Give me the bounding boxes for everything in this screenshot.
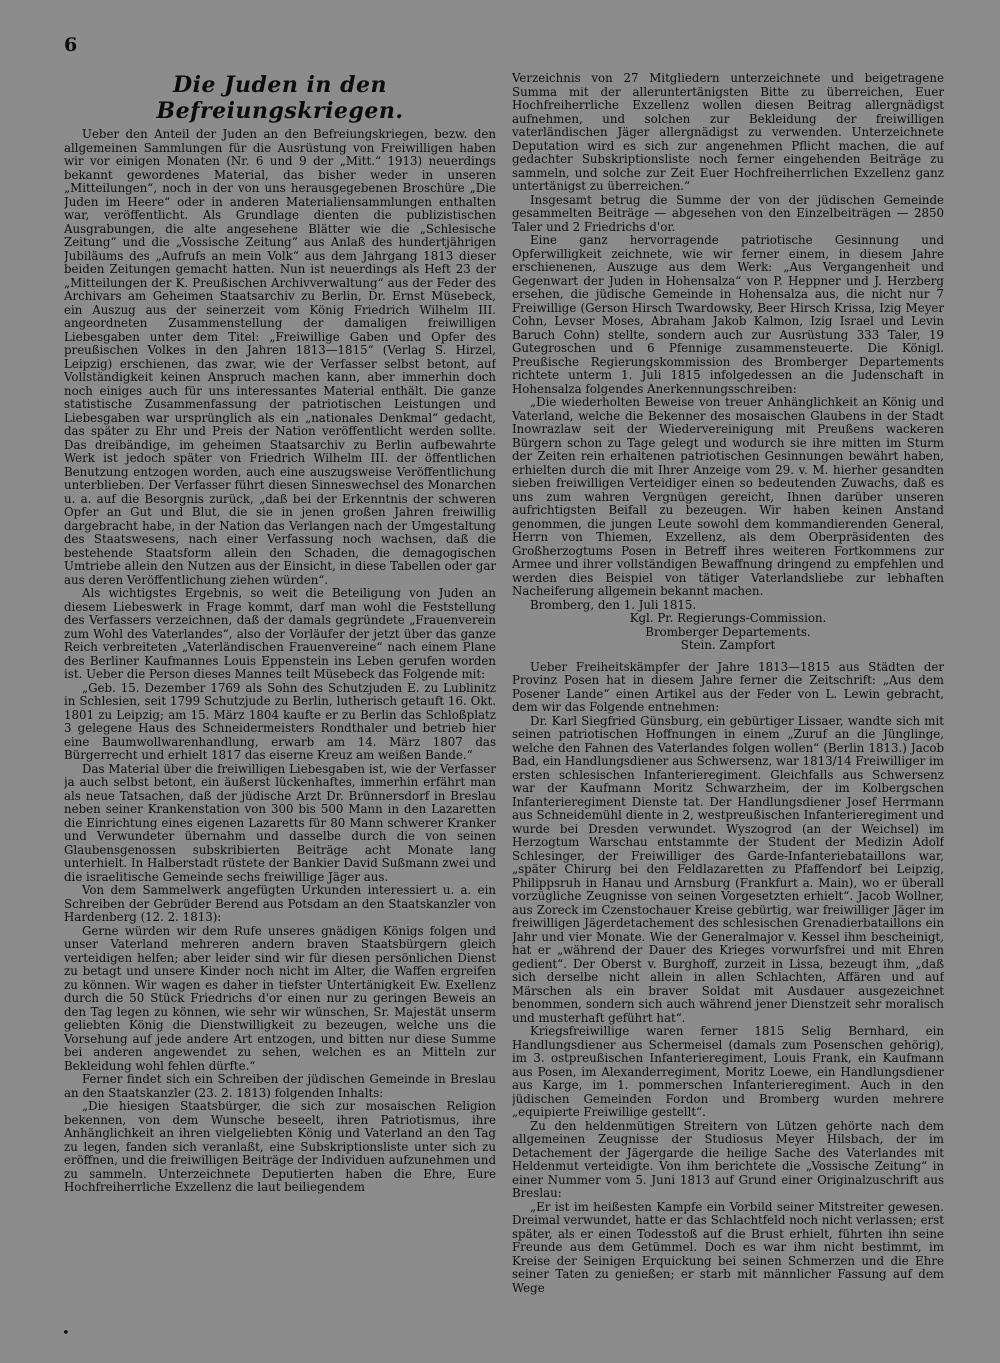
quote-paragraph: Verzeichnis von 27 Mitgliedern unterzeichnete und beigetragene Summa mit der alleruntertänigsten Bitte zu überreichen, Euer Hochfreiherrliche Exzellenz wollen diesen Beitrag allergnädigst aufnehmen, und solchen zur Bekleidung der freiwilligen vaterländischen Jäger allergnädigst zu verwenden. Unterzeichnete Deputation wird es sich zur angenehmen Pflicht machen, die auf gedachter Subskriptionsliste noch ferner eingehenden Beiträge zu sammeln, und solche zur Zeit Euer Hochfreiherrlichen Exzellenz ganz untertänigst zu überreichen.“ (512, 72, 944, 193)
page-number: 6 (64, 34, 78, 56)
quote-paragraph: Gerne würden wir dem Rufe unseres gnädigen Königs folgen und unser Vaterland mehreren andern braven Staatsbürgern gleich verteidigen helfen; aber leider sind wir für diesen persönlichen Dienst zu betagt und unsere Kinder noch nicht im Alter, die Waffen ergreifen zu können. Wir wagen es daher in tiefster Untertänigkeit Ew. Exellenz durch die 50 Stück Friedrichs d'or einen nur zu geringen Beweis an den Tag legen zu können, wie sehr wir wünschen, Sr. Majestät unserm geliebten König die Dienstwilligkeit zu bezeugen, welche uns die Vorsehung auf jede andere Art entzogen, und bitten nur diese Summe bei anderen angewendet zu sehen, welchen es an Mitteln zur Bekleidung wohl fehlen dürfte.“ (64, 923, 496, 1073)
quote-paragraph: „Die hiesigen Staatsbürger, die sich zur mosaischen Religion bekennen, von dem Wunsche beseelt, ihren Patriotismus, ihre Anhänglichkeit an ihren vielgeliebten König und Vaterland an den Tag zu legen, fanden sich veranlaßt, eine Subskriptionsliste unter sich zu eröffnen, und die freiwilligen Beiträge der Individuen aufzunehmen und zu sammeln. Unterzeichnete Deputierten haben die Ehre, Eure Hochfreiherrliche Exzellenz die laut beiliegendem (64, 1099, 496, 1194)
paragraph: Ferner findet sich ein Schreiben der jüdischen Gemeinde in Breslau an den Staatskanzler (23. 2. 1813) folgenden Inhalts: (64, 1072, 496, 1100)
quote-paragraph: „Er ist im heißesten Kampfe ein Vorbild seiner Mitstreiter gewesen. Dreimal verwundet, hatte er das Schlachtfeld noch nicht verlassen; erst später, als er einen Todesstoß auf die Brust erhielt, führten ihn seine Freunde aus dem Getümmel. Doch es war ihm nicht bestimmt, im Kreise der Seinigen Erquickung bei seinen Schmerzen und die Ehre seiner Taten zu genießen; er starb mit männlicher Fassung auf dem Wege (512, 1199, 944, 1295)
paragraph: Insgesamt betrug die Summe der von der jüdischen Gemeinde gesammelten Beiträge — abgesehen von den Einzelbeiträgen — 2850 Taler und 2 Friedrichs d'or. (512, 192, 944, 234)
paragraph: Ueber den Anteil der Juden an den Befreiungskriegen, bezw. den allgemeinen Sammlungen für die Ausrüstung von Freiwilligen haben wir vor einigen Monaten (Nr. 6 und 9 der „Mitt.“ 1913) neuerdings bekannt gewordenes Material, das bisher weder in unseren „Mitteilungen“, noch in der von uns herausgegebenen Broschüre „Die Juden im Heere“ oder in anderen Materialiensammlungen enthalten war, veröffentlicht. Als Grundlage dienten die publizistischen Ausgrabungen, die alte angesehene Blätter wie die „Schlesische Zeitung“ und die „Vossische Zeitung“ aus Anlaß des hundertjährigen Jubiläums des „Aufrufs an mein Volk“ aus dem Jahrgang 1813 dieser beiden Zeitungen gemacht hatten. Nun ist neuerdings als Heft 23 der „Mitteilungen der K. Preußischen Archivverwaltung“ aus der Feder des Archivars am Geheimen Staatsarchiv zu Berlin, Dr. Ernst Müsebeck, ein Auszug aus der seinerzeit vom König Friedrich Wilhelm III. angeordneten Zusammenstellung der damaligen freiwilligen Liebesgaben unter dem Titel: „Freiwillige Gaben und Opfer des preußischen Volkes in den Jahren 1813—1815“ (Verlag S. Hirzel, Leipzig) erschienen, das zwar, wie der Verfasser selbst betont, auf Vollständigkeit keinen Anspruch machen kann, aber immerhin doch noch einiges auch für uns interessantes Material enthält. Die ganze statistische Zusammenfassung der patriotischen Leistungen und Liebesgaben war ursprünglich als ein „nationales Denkmal“ gedacht, das später zu Ehr und Preis der Nation veröffentlicht werden sollte. Das dreibändige, im geheimen Staatsarchiv zu Berlin aufbewahrte Werk ist jedoch später von Friedrich Wilhelm III. der öffentlichen Benutzung entzogen worden, auch eine auszugsweise Veröffentlichung unterblieben. Der Verfasser führt diesen Sinneswechsel des Monarchen u. a. auf die Besorgnis zurück, „daß bei der Erkenntnis der schweren Opfer an Gut und Blut, die sie in jenen großen Jahren freiwillig dargebracht habe, in der Nation das Verlangen nach der Umgestaltung des Staatswesens, nach einer Verfassung noch wachsen, daß die bestehende Staatsform allein den Schaden, die demagogischen Umtriebe allein den Nutzen aus der Einsicht, in diese Tabellen oder gar aus deren Veröffentlichung ziehen würden“. (64, 127, 496, 587)
letter-signature-department: Bromberger Departements. (645, 624, 811, 639)
paragraph: Als wichtigstes Ergebnis, so weit die Beteiligung von Juden an diesem Liebeswerk in Frage kommt, darf man wohl die Feststellung des Verfassers verzeichnen, daß der damals gegründete „Frauenverein zum Wohl des Vaterlandes“, also der Vorläufer der jetzt über das ganze Reich verbreiteten „Vaterländischen Frauenvereine“ nach einem Plane des Berliner Kaufmannes Louis Eppenstein ins Leben gerufen worden ist. Ueber die Person dieses Mannes teilt Müsebeck das Folgende mit: (64, 586, 496, 681)
paragraph: Von dem Sammelwerk angefügten Urkunden interessiert u. a. ein Schreiben der Gebrüder Berend aus Potsdam an den Staatskanzler von Hardenberg (12. 2. 1813): (64, 883, 496, 924)
letter-signature-names: Stein. Zampfort (680, 638, 776, 652)
paragraph: Kriegsfreiwillige waren ferner 1815 Selig Bernhard, ein Handlungsdiener aus Schermeisel (damals zum Posenschen gehörig), im 3. ostpreußischen Infanterieregiment, Louis Frank, ein Kaufmann aus Posen, im Alexanderregiment, Moritz Loewe, ein Handlungsdiener aus Karge, im 1. pommerschen Infanterieregiment. Auch in den jüdischen Gemeinden Fordon und Bromberg wurden mehrere „equipierte Freiwillige gestellt“. (512, 1024, 944, 1119)
paragraph: Eine ganz hervorragende patriotische Gesinnung und Opferwilligkeit zeichnete, wie wir ferner einem, in diesem Jahre erschienenen, Auszuge aus dem Werk: „Aus Vergangenheit und Gegenwart der Juden in Hohensalza“ von P. Heppner und J. Herzberg ersehen, die jüdische Gemeinde in Hohensalza aus, die nicht nur 7 Freiwillige (Gerson Hirsch Twardowsky, Beer Hirsch Krissa, Izig Meyer Cohn, Levser Moses, Abraham Jakob Kalmon, Izig Israel und Levin Baruch Cohn) stellte, sondern auch zur Ausrüstung 333 Taler, 19 Gutegroschen und 6 Pfennige zusammensteuerte. Die Königl. Preußische Regierungskommission des Bromberger Departements richtete unterm 1. Juli 1815 infolgedessen an die Judenschaft in Hohensalza folgendes Anerkennungsschreiben: (512, 233, 944, 396)
quote-paragraph: „Die wiederholten Beweise von treuer Anhänglichkeit an König und Vaterland, welche die Bekenner des mosaischen Glaubens in der Stadt Inowrazlaw seit der Wiedervereinigung mit Preußens wackeren Bürgern schon zu Tage gelegt und wodurch sie ihre mitten im Sturm der Zeiten rein erhaltenen patriotischen Gesinnungen bewährt haben, erhielten durch die mit Ihrer Anzeige vom 29. v. M. hierher gesandten sieben freiwilligen Verteidiger einen so bedeutenden Zuwachs, daß es uns zum wahren Vergnügen gereicht, Ihnen darüber unseren aufrichtigsten Beifall zu bezeugen. Wir haben keinen Anstand genommen, die jungen Leute sowohl dem kommandierenden General, Herrn von Thiemen, Exzellenz, als dem Oberpräsidenten des Großherzogtums Posen in Betreff ihres weiteren Fortkommens zur Armee und ihrer vollständigen Bewaffnung dringend zu empfehlen und werden dies Beispiel von tätiger Vaterlandsliebe zur lebhaften Nacheiferung allgemein bekannt machen. (512, 395, 944, 598)
left-column (64, 72, 496, 1195)
paragraph: Das Material über die freiwilligen Liebesgaben ist, wie der Verfasser ja auch selbst betont, ein äußerst lückenhaftes, immerhin erfährt man als neue Tatsachen, daß der jüdische Arzt Dr. Brünnersdorf in Breslau neben seiner Krankenstation von 300 bis 500 Mann in den Lazaretten die Einrichtung eines eigenen Lazaretts für 80 Mann schwerer Kranker und Verwundeter übernahm und dasselbe durch die von seinen Glaubensgenossen subskribierten Beiträge acht Monate lang unterhielt. In Halberstadt rüstete der Bankier David Sußmann zwei und die israelitische Gemeinde sechs freiwillige Jäger aus. (64, 761, 496, 884)
paragraph: Dr. Karl Siegfried Günsburg, ein gebürtiger Lissaer, wandte sich mit seinen patriotischen Hoffnungen in einem „Zuruf an die Jünglinge, welche den Fahnen des Vaterlandes folgen wollen“ (Berlin 1813.) Jacob Bad, ein Handlungsdiener aus Schwersenz, war 1813/14 Freiwilliger im ersten schlesischen Infanterieregiment. Gleichfalls aus Schwersenz war der Kaufmann Moritz Schwarzheim, der im Kolbergschen Infanterieregiment Dienste tat. Der Handlungsdiener Josef Herrmann aus Schneidemühl diente in 2, westpreußischen Infanterieregiment und wurde bei Dresden verwundet. Wyszogrod (an der Weichsel) im Herzogtum Warschau entstammte der Student der Medizin Adolf Schlesinger, der Freiwilliger des Garde-Infanteriebataillons war, „später Chirurg bei den Feldlazaretten zu Pfaffendorf bei Leipzig, Philippsruh in Hanau und Arnsburg (Frankfurt a. Main), wo er überall vorzügliche Zeugnisse von seinen Vorgesetzten erhielt“. Jacob Wollner, aus Zoreck im Czenstochauer Kreise gebürtig, war freiwilliger Jäger im freiwilligen Jägerdetachement des schlesischen Grenadierbataillons ein Jahr und vier Monate. Wie der Generalmajor v. Kessel ihm bescheinigt, hat er „während der Dauer des Krieges vorwurfsfrei und mit Ehren gedient“. Der Oberst v. Burghoff, zurzeit in Lissa, bezeugt ihm, „daß sich derselbe nicht allein in allen Schlachten, Affären und auf Märschen als ein braver Soldat mit Ausdauer ausgezeichnet benommen, sondern sich auch während jener Dienstzeit sehr moralisch und musterhaft geführt hat“. (512, 713, 944, 1025)
right-column (512, 72, 944, 1295)
letter-date: Bromberg, den 1. Juli 1815. (530, 597, 697, 612)
article-title: Die Juden in den Befreiungskriegen. (156, 72, 404, 124)
letter-signature-authority: Kgl. Pr. Regierungs-Commission. (629, 611, 827, 625)
quote-paragraph: „Geb. 15. Dezember 1769 als Sohn des Schutzjuden E. zu Lublinitz in Schlesien, seit 1799 Schutzjude zu Berlin, lutherisch getauft 16. Okt. 1801 zu Leipzig; am 15. März 1804 kaufte er zu Berlin das Schloßplatz 3 gelegene Haus des Schneidermeisters Rondthaler und betrieb hier eine Baumwollwarenhandlung, erwarb am 14. März 1807 das Bürgerrecht und erhielt 1817 das eiserne Kreuz am weißen Bande.“ (64, 680, 496, 762)
scan-mark-icon: • (62, 1326, 70, 1341)
paragraph: Zu den heldenmütigen Streitern von Lützen gehörte nach dem allgemeinen Zeugnisse der Studiosus Meyer Hilsbach, der im Detachement der Jägergarde die heilige Sache des Vaterlandes mit Heldenmut verteidigte. Von ihm berichtete die „Vossische Zeitung“ in einer Nummer vom 5. Juni 1813 auf Grund einer Originalzuschrift aus Breslau: (512, 1118, 944, 1200)
paragraph: Ueber Freiheitskämpfer der Jahre 1813—1815 aus Städten der Provinz Posen hat in diesem Jahre ferner die Zeitschrift: „Aus dem Posener Lande“ einen Artikel aus der Feder von L. Lewin gebracht, dem wir das Folgende entnehmen: (512, 659, 944, 714)
